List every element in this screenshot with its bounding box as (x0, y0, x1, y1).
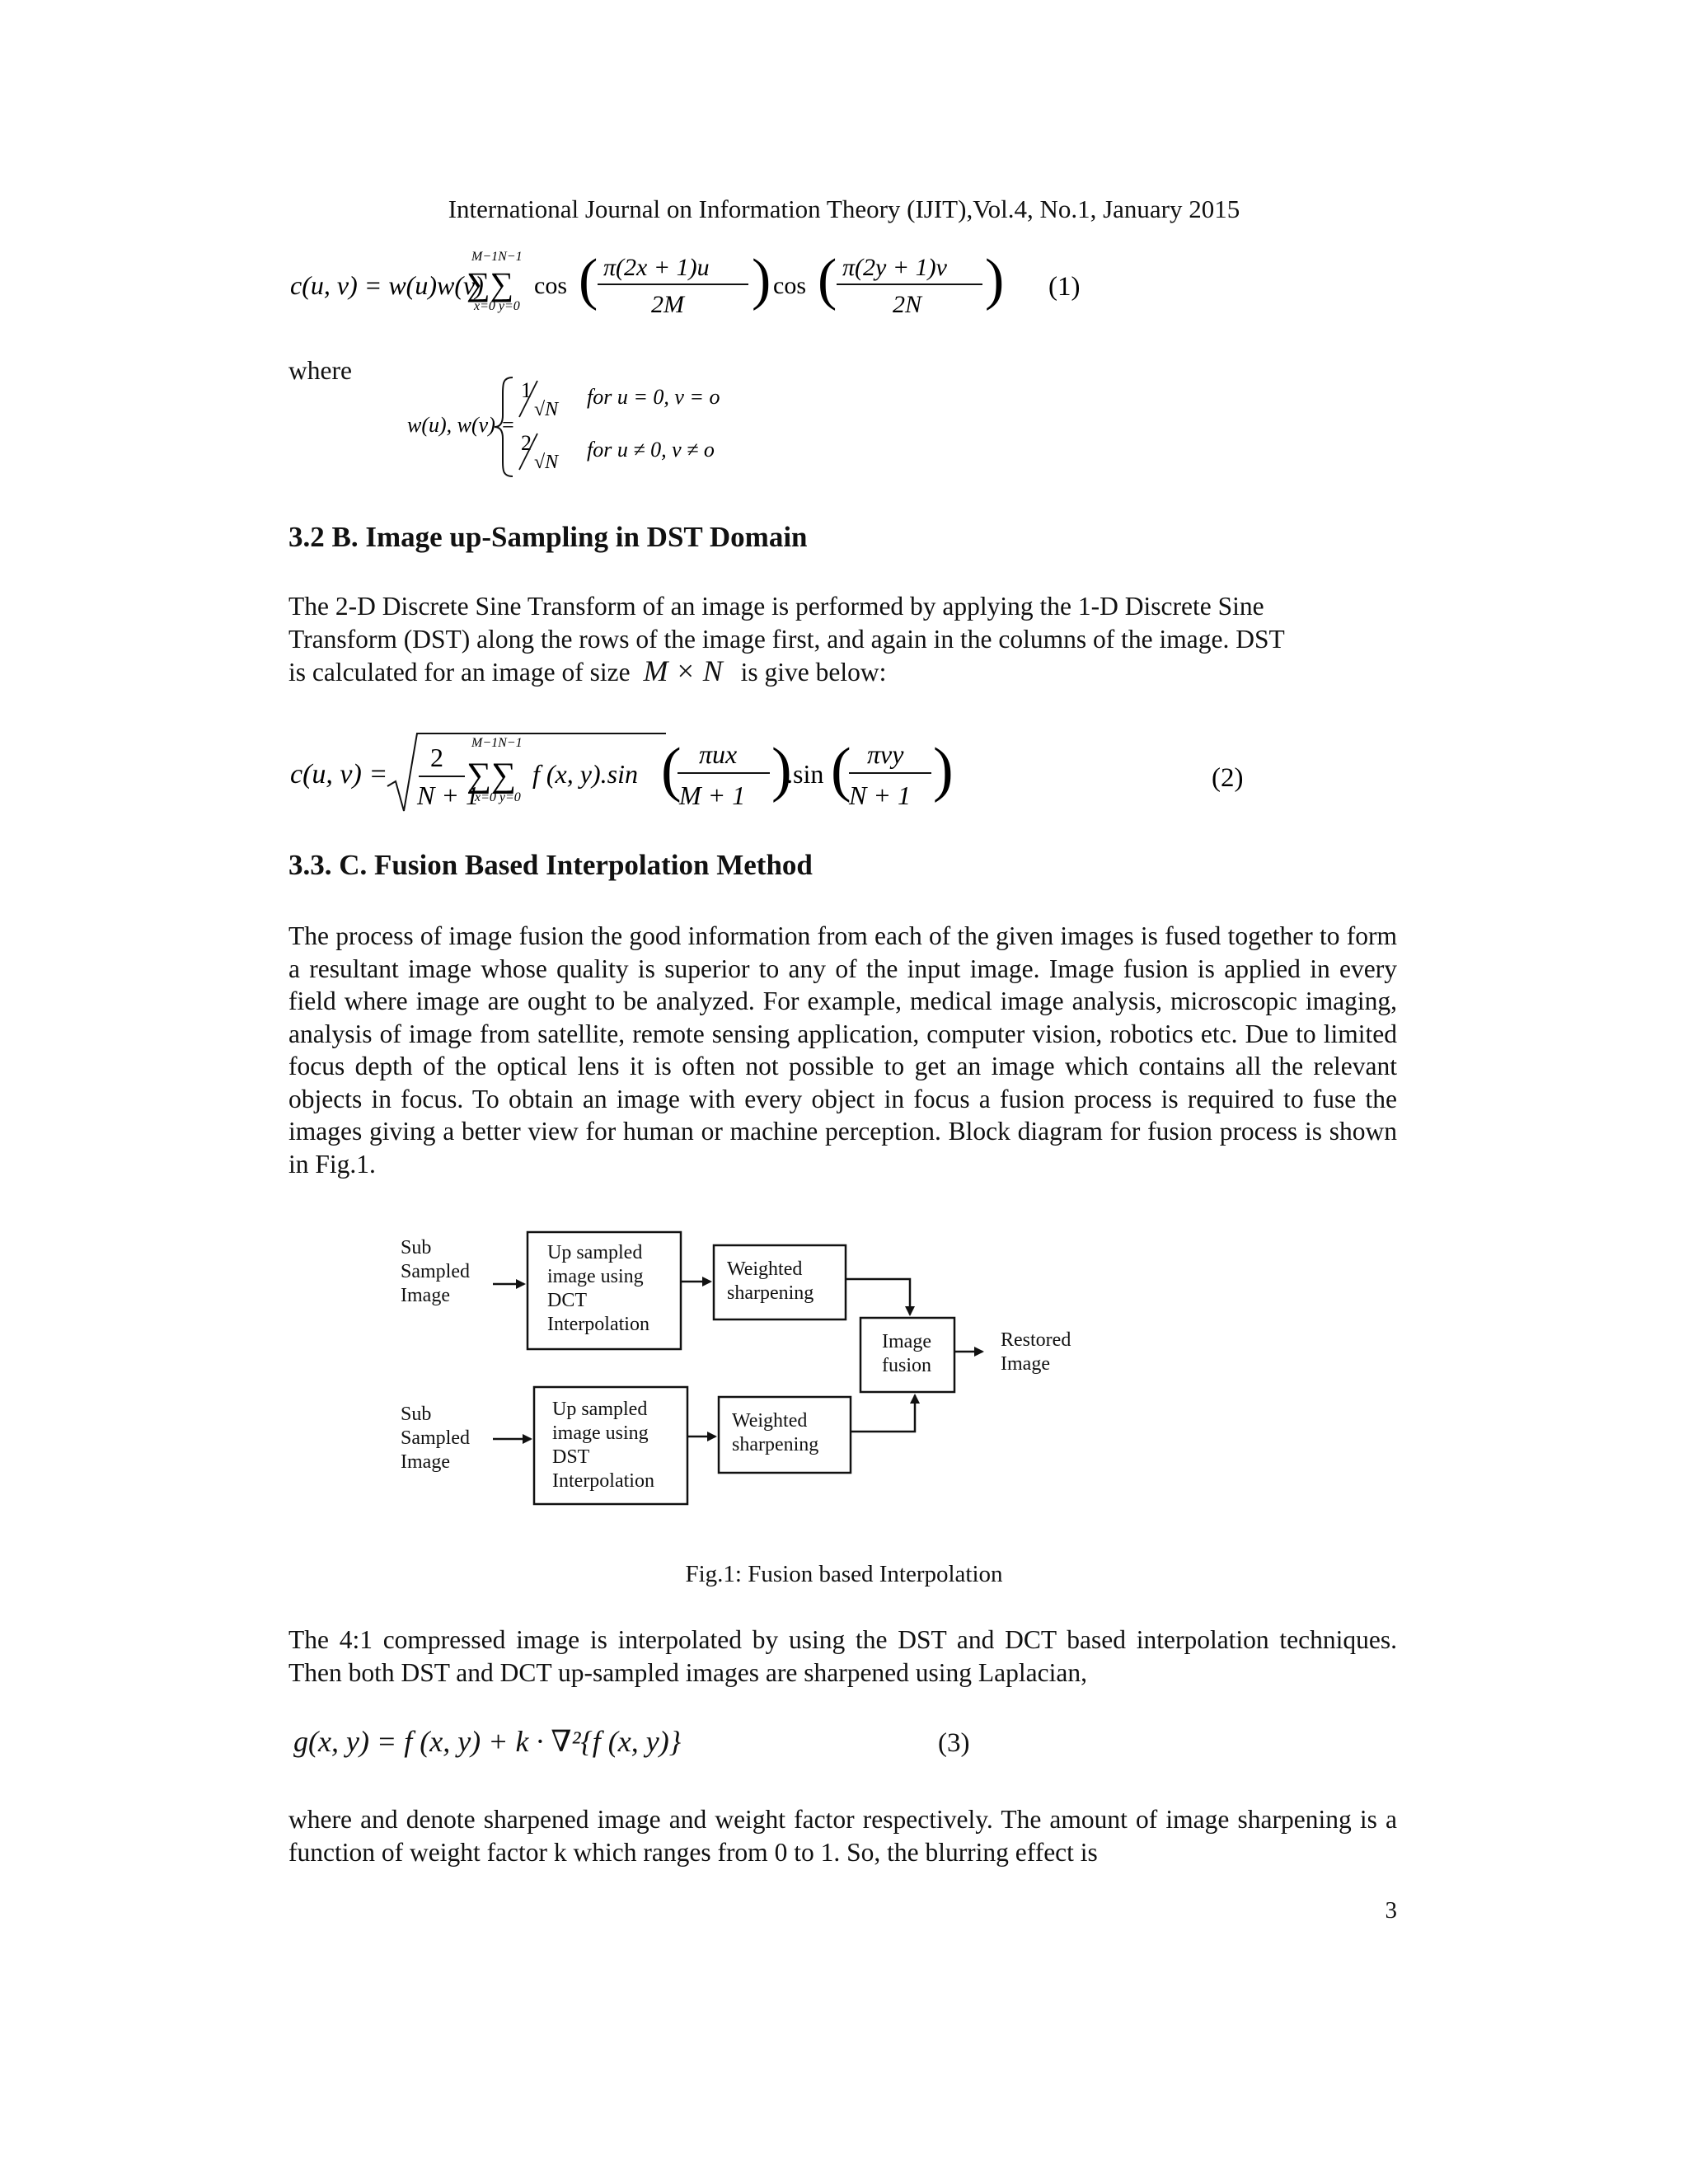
svg-text:Weighted: Weighted (727, 1258, 803, 1280)
page-number: 3 (1385, 1897, 1397, 1924)
eq2-root-num: 2 (430, 743, 443, 772)
eq1-num-1: π(2x + 1)u (603, 254, 710, 281)
sharpen-top-label (727, 1258, 814, 1304)
weights-case2-cond: for u ≠ 0, v ≠ o (587, 438, 715, 462)
eq1-den-1: 2M (651, 291, 684, 318)
image-fusion-label (882, 1331, 931, 1376)
restored-image-label (1001, 1329, 1071, 1375)
section-b-size-math: M × N (643, 654, 723, 687)
eq1-den-2: 2N (893, 291, 922, 318)
where-label: where (288, 356, 352, 385)
svg-text:Sub: Sub (401, 1404, 432, 1425)
eq2-paren-close-1: ) (771, 736, 792, 804)
section-b-line-1: The 2-D Discrete Sine Transform of an image is performed by applying the 1-D Discrete Sine (288, 592, 1264, 621)
eq2-paren-open-2: ( (831, 736, 851, 804)
eq2-num-2: πvy (867, 739, 904, 769)
section-b-line-3-end: is give below: (740, 658, 887, 687)
fusion-block-diagram (396, 1216, 1104, 1512)
eq1-paren-open-2: ( (818, 248, 837, 312)
section-c-heading: 3.3. C. Fusion Based Interpolation Method (288, 849, 813, 881)
eq2-sin-2: .sin (786, 759, 824, 789)
svg-text:DCT: DCT (547, 1290, 587, 1311)
weights-lhs: w(u), w(v) = (407, 413, 515, 437)
upsample-dst-label (552, 1399, 654, 1492)
eq2-paren-close-2: ) (933, 736, 954, 804)
eq2-root-den: N + 1 (417, 780, 479, 810)
svg-text:sharpening: sharpening (727, 1282, 814, 1304)
eq2-sum-symbol: ∑∑ (467, 757, 516, 794)
paragraph-after-figure: The 4:1 compressed image is interpolated by using the DST and DCT based interpolation techniques. Then both DST and DCT up-sampled images are sharpened using Laplacian, (288, 1625, 1397, 1687)
section-b-line-2: Transform (DST) along the rows of the image first, and again in the columns of the image. DST (288, 624, 1285, 654)
eq2-num-1: πux (699, 739, 738, 769)
svg-text:Weighted: Weighted (732, 1410, 808, 1432)
arrow-sharpen-bottom-to-fusion (851, 1395, 915, 1432)
svg-text:Up sampled: Up sampled (552, 1399, 648, 1420)
eq2-sum-lower: x=0 y=0 (475, 790, 521, 804)
equation-1 (280, 241, 1434, 331)
eq1-number: (1) (1048, 272, 1081, 302)
eq1-paren-open-1: ( (579, 248, 598, 312)
eq1-paren-close-2: ) (985, 248, 1005, 312)
eq1-sum-upper: M−1N−1 (471, 250, 523, 264)
svg-text:Image: Image (401, 1451, 450, 1473)
eq2-den-1: M + 1 (679, 780, 746, 810)
equation-3-expression: g(x, y) = f (x, y) + k · ∇²{f (x, y)} (293, 1725, 682, 1758)
eq1-sum-lower: x=0 y=0 (474, 299, 520, 313)
running-head: International Journal on Information Theory (IJIT),Vol.4, No.1, January 2015 (448, 194, 1240, 223)
upsample-dct-label (547, 1242, 649, 1335)
svg-text:Sampled: Sampled (401, 1261, 470, 1282)
weights-case2-den: √N (534, 452, 559, 473)
eq1-paren-close-1: ) (752, 248, 771, 312)
svg-text:fusion: fusion (882, 1355, 931, 1376)
svg-text:sharpening: sharpening (732, 1434, 819, 1455)
equation-2 (280, 725, 1434, 824)
eq1-cos-1: cos (534, 272, 567, 299)
section-b-heading: 3.2 B. Image up-Sampling in DST Domain (288, 521, 808, 553)
weights-case1-cond: for u = 0, v = o (587, 385, 720, 409)
svg-text:Sub: Sub (401, 1237, 432, 1258)
eq1-cos-2: cos (773, 272, 806, 299)
svg-text:Restored: Restored (1001, 1329, 1071, 1351)
svg-text:image using: image using (552, 1422, 649, 1444)
section-b-paragraph (288, 590, 1397, 689)
eq2-number: (2) (1212, 763, 1244, 793)
sharpen-bottom-label (732, 1410, 818, 1455)
input-bottom-label (401, 1404, 470, 1473)
eq2-sum-upper: M−1N−1 (471, 736, 523, 750)
svg-text:image using: image using (547, 1266, 644, 1287)
svg-text:Up sampled: Up sampled (547, 1242, 643, 1263)
svg-text:DST: DST (552, 1446, 590, 1468)
eq2-lhs: c(u, v) = (290, 759, 388, 790)
equation-3-number: (3) (938, 1728, 970, 1758)
weights-definition (396, 369, 824, 485)
section-c-paragraph: The process of image fusion the good information from each of the given images is fused together to form a resultant image whose quality is superior to any of the input image. Image fusion is applied in every field where image are ought to be analyzed. For example, medical image analysis, microscopic imaging, analysis of image from satellite, remote sensing application, computer vision, robotics etc. Due to limited focus depth of the optical lens it is often not possible to get an image which contains all the relevant objects in focus. To obtain an image with every object in focus a fusion process is required to fuse the images giving a better view for human or machine perception. Block diagram for fusion process is shown in Fig.1. (288, 921, 1397, 1179)
eq2-paren-open-1: ( (661, 736, 682, 804)
svg-text:Image: Image (401, 1285, 450, 1306)
svg-text:Image: Image (1001, 1353, 1050, 1375)
weights-case1-num: 1 (521, 378, 532, 402)
eq2-den-2: N + 1 (849, 780, 911, 810)
svg-text:Interpolation: Interpolation (552, 1470, 654, 1492)
eq1-lhs: c(u, v) = w(u)w(v) (290, 270, 484, 300)
figure-caption: Fig.1: Fusion based Interpolation (685, 1561, 1003, 1587)
eq2-body: f (x, y).sin (532, 759, 638, 789)
svg-text:Interpolation: Interpolation (547, 1314, 649, 1335)
weights-case1-den: √N (534, 399, 559, 420)
eq1-num-2: π(2y + 1)v (842, 254, 947, 281)
paragraph-after-eq3: where and denote sharpened image and weight factor respectively. The amount of image sharpening is a function of weight factor k which ranges from 0 to 1. So, the blurring effect is (288, 1805, 1397, 1867)
input-top-label (401, 1237, 470, 1306)
weights-case2-num: 2 (521, 431, 532, 455)
arrow-sharpen-top-to-fusion (846, 1279, 910, 1315)
svg-text:Sampled: Sampled (401, 1427, 470, 1449)
eq1-sum-symbol: ∑∑ (467, 265, 514, 302)
svg-text:Image: Image (882, 1331, 931, 1352)
section-b-line-3-start: is calculated for an image of size (288, 658, 631, 687)
